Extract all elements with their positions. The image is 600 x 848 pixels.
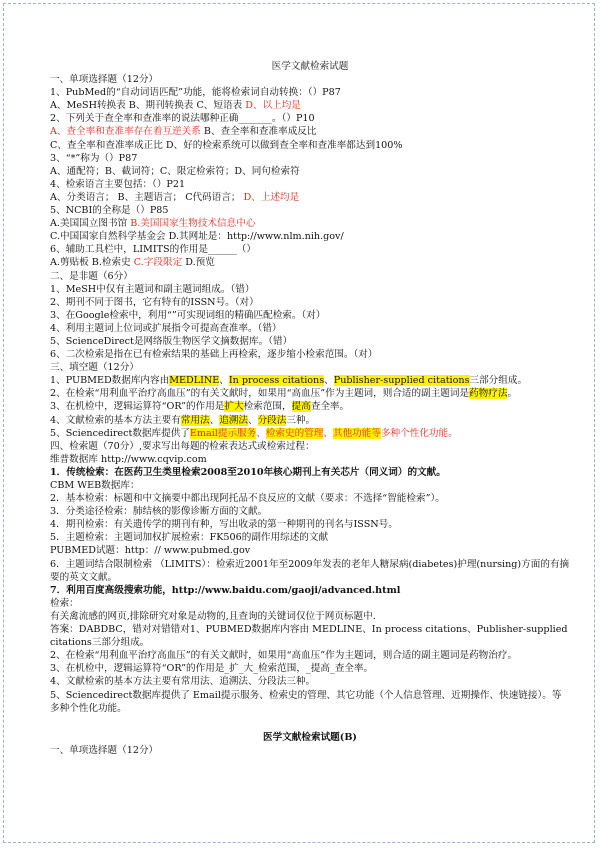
fill-4: 4、文献检索的基本方法主要有常用法、追溯法、分段法三种。 xyxy=(50,414,316,426)
tf-item: 4、利用主题词上位词或扩展指令可提高查准率。（错） xyxy=(50,322,282,334)
fill-1: 1、PUBMED数据库内容由MEDLINE、In process citations、Publisher-supplied citations三部分组成。 xyxy=(50,375,528,387)
q2-options-ab: A、查全率和查准率存在着互逆关系 B、查全率和查准率成反比 xyxy=(50,126,317,138)
q1-answer: D、以上均是 xyxy=(245,100,301,112)
s4-line: 维普数据库 http://www.cqvip.com xyxy=(50,453,207,465)
q1-text: 1、PubMed的“自动词语匹配”功能，能将检索词自动转换：（）P87 xyxy=(50,87,341,99)
s4-line: 1．传统检索：在医药卫生类里检索2008至2010年核心期刊上有关芯片（同义词）的文献。 xyxy=(50,466,446,478)
s4-line: PUBMED试题：http：// www.pubmed.gov xyxy=(50,545,251,557)
answers-line: 4、文献检索的基本方法主要有常用法、追溯法、分段法三种。 xyxy=(50,676,316,688)
tf-item: 1、MeSH中仅有主题词和副主题词组成。（错） xyxy=(50,283,255,295)
s4-line: CBM WEB数据库： xyxy=(50,480,140,491)
document-content xyxy=(50,60,570,757)
q6-text: 6、辅助工具栏中，LIMITS的作用是______（） xyxy=(50,244,256,256)
q2-text: 2、下列关于查全率和查准率的说法哪种正确_______。（）P10 xyxy=(50,113,315,125)
fill-2: 2、在检索“用利血平治疗高血压”的有关文献时，如果用“高血压”作为主题词，则合适的副主题词是药物疗法。 xyxy=(50,388,518,400)
s4-line: 3．分类途径检索：肺结核的影像诊断方面的文献。 xyxy=(50,506,268,518)
document-title: 医学文献检索试题 xyxy=(271,61,349,72)
tf-item: 3、在Google检索中，利用“”可实现词组的精确匹配检索。（对） xyxy=(50,309,326,321)
q1-options: A、MeSH转换表 B、期刊转换表 C、短语表 D、以上均是 xyxy=(50,100,301,112)
fill-5: 5、Sciencedirect数据库提供了Email提示服务、检索史的管理、其他功能等多种个性化功能。 xyxy=(50,427,458,439)
answers-line: 3、在机检中，逻辑运算符“OR”的作用是_扩_大_检索范围，_提高_查全率。 xyxy=(50,663,374,675)
q3-text: 3、“*”称为（）P87 xyxy=(50,152,138,164)
q5-options-ab: A.美国国立图书馆 B.美国国家生物技术信息中心 xyxy=(50,218,256,230)
s4-line: 有关禽流感的网页,排除研究对象是动物的,且查询的关键词仅位于网页标题中. xyxy=(50,610,376,622)
q4-options: A、分类语言； B、主题语言； C代码语言； D、上述均是 xyxy=(50,191,300,203)
document-title-b: 医学文献检索试题(B) xyxy=(263,731,357,743)
tf-item: 5、ScienceDirect是网络版生物医学文摘数据库。（错） xyxy=(50,335,293,347)
tf-item: 6、二次检索是指在已有检索结果的基础上再检索，逐步缩小检索范围。（对） xyxy=(50,349,378,361)
q3-options: A、通配符；B、截词符；C、限定检索符；D、同句检索符 xyxy=(50,165,300,177)
section-b1-header: 一、单项选择题（12分） xyxy=(50,744,159,756)
q5-options-cd: C.中国国家自然科学基金会 D.其网址是：http://www.nlm.nih.gov/ xyxy=(50,231,344,243)
answers-line: 2、在检索“用利血平治疗高血压”的有关文献时，如果用“高血压”作为主题词，则合适的副主题词是药物治疗。 xyxy=(50,650,518,662)
q4-text: 4、检索语言主要包括：（）P21 xyxy=(50,178,186,190)
s4-line: 7．利用百度高级搜索功能，http://www.baidu.com/gaoji/advanced.html xyxy=(50,584,401,596)
section-2-header: 二、是非题（6分） xyxy=(50,270,133,282)
answers-line: 答案：DABDBC，错对对错错对1、PUBMED数据库内容由 MEDLINE、In process citations、Publisher-supplied citations三部分组成。 xyxy=(50,624,568,649)
section-4-header: 四、检索题（70分）,要求写出每题的检索表达式或检索过程： xyxy=(50,440,315,452)
q4-answer: D、上述均是 xyxy=(243,191,300,203)
s4-line: 6．主题词结合限制检索 （LIMITS）：检索近2001年至2009年发表的老年人糖尿病(diabetes)护理(nursing)方面的有摘要的英文文献。 xyxy=(50,558,570,583)
section-3-header: 三、填空题（12分） xyxy=(50,362,139,374)
s4-line: 4．期刊检索：有关遗传学的期刊有种，写出收录的第一种期刊的刊名与ISSN号。 xyxy=(50,519,398,531)
fill-3: 3、在机检中，逻辑运算符“OR”的作用是扩大检索范围，提高查全率。 xyxy=(50,401,350,413)
s4-line: 检索： xyxy=(50,597,79,609)
q6-options: A.剪贴板 B.检索史 C.字段限定 D.预览 xyxy=(50,257,215,269)
answers-line: 5、Sciencedirect数据库提供了 Email提示服务、检索史的管理、其它功能（个人信息管理、近期操作、快速链接）。等多种个性化功能。 xyxy=(50,689,562,714)
q5-text: 5、NCBI的全称是（）P85 xyxy=(50,205,169,217)
q2-answer: A、查全率和查准率存在着互逆关系 xyxy=(50,126,201,138)
s4-line: 5．主题检索：主题词加权扩展检索：FK506的副作用综述的文献 xyxy=(50,532,329,544)
s4-line: 2．基本检索：标题和中文摘要中都出现阿托品不良反应的文献（要求：不选择“智能检索”）。 xyxy=(50,493,445,505)
document-page xyxy=(3,3,595,843)
tf-item: 2、期刊不同于图书，它有特有的ISSN号。（对） xyxy=(50,296,259,308)
q6-answer: C.字段限定 xyxy=(133,257,183,269)
section-1-header: 一、单项选择题（12分） xyxy=(50,74,159,86)
q5-answer: B.美国国家生物技术信息中心 xyxy=(130,218,256,230)
q2-options-cd: C、查全率和查准率成正比 D、好的检索系统可以做到查全率和查准率都达到100% xyxy=(50,139,403,151)
